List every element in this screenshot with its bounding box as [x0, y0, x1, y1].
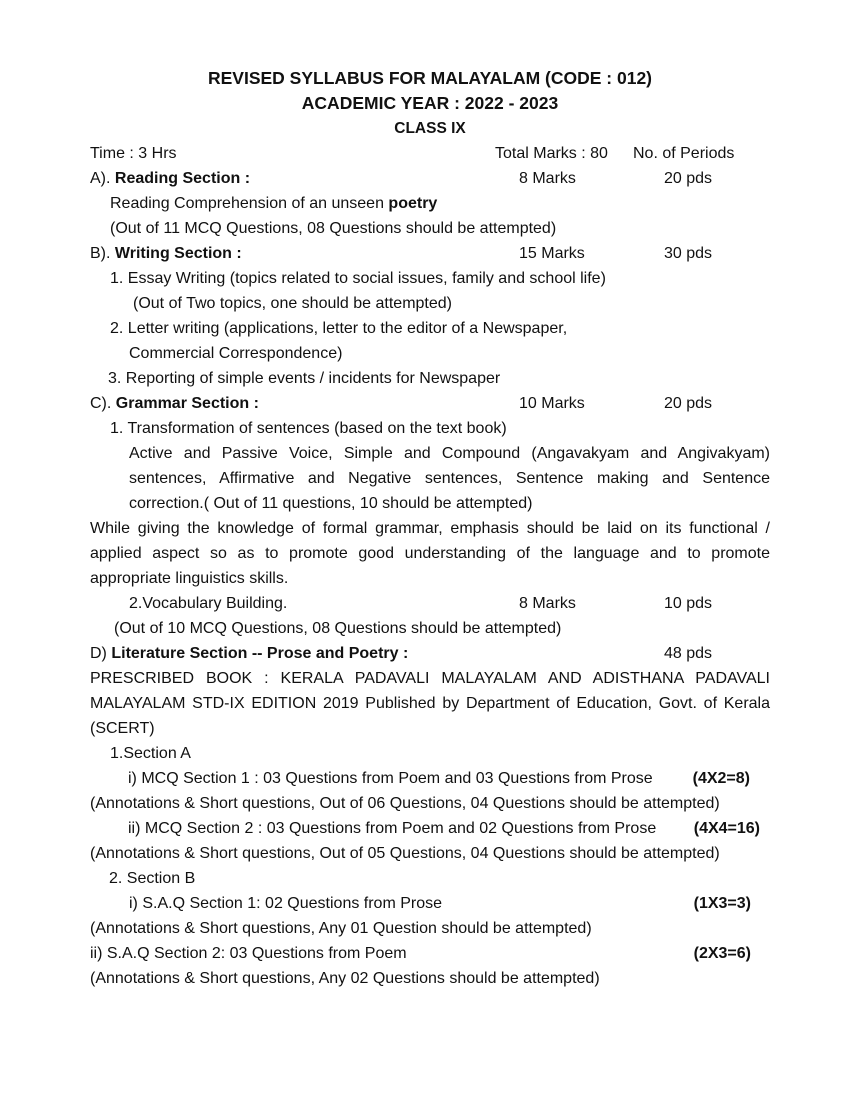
saq-section-1-marks: (1X3=3): [693, 895, 751, 912]
writing-item-1: 1. Essay Writing (topics related to social issues, family and school life): [110, 270, 606, 287]
writing-item-3: 3. Reporting of simple events / incidents for Newspaper: [108, 370, 501, 387]
vocabulary-marks: 8 Marks: [519, 595, 576, 612]
class-heading: CLASS IX: [394, 120, 466, 137]
grammar-periods: 20 pds: [664, 395, 713, 412]
literature-periods: 48 pds: [664, 645, 713, 662]
writing-section-title: Writing Section :: [114, 245, 242, 262]
meta-row: [90, 141, 770, 166]
reading-line-1: [90, 191, 770, 216]
document-title: REVISED SYLLABUS FOR MALAYALAM (CODE : 012): [207, 68, 653, 88]
prescribed-book: PRESCRIBED BOOK : KERALA PADAVALI MALAYALAM AND ADISTHANA PADAVALI MALAYALAM STD-IX EDITION 2019 Published by Department of Education, Govt. of Kerala (SCERT): [90, 670, 770, 737]
reading-line-1-text: Reading Comprehension of an unseen: [110, 195, 384, 212]
vocabulary-periods: 10 pds: [664, 595, 713, 612]
vocabulary-note: (Out of 10 MCQ Questions, 08 Questions should be attempted): [114, 620, 562, 637]
reading-section-row: [90, 166, 770, 191]
grammar-section-title: Grammar Section :: [115, 395, 259, 412]
mcq-section-2-row: [90, 816, 770, 841]
saq-section-1-row: [90, 891, 770, 916]
total-marks-text: Total Marks : 80: [495, 145, 608, 162]
reading-line-2: (Out of 11 MCQ Questions, 08 Questions should be attempted): [110, 220, 557, 237]
literature-section-row: [90, 641, 770, 666]
grammar-note: While giving the knowledge of formal grammar, emphasis should be laid on its functional / applied aspect so as to promote good understanding of the language and to promote appropriate linguistics skills.: [90, 520, 770, 587]
mcq-section-1-note: (Annotations & Short questions, Out of 06 Questions, 04 Questions should be attempted): [90, 795, 720, 812]
writing-prefix: B).: [90, 245, 111, 262]
saq-section-1-text: i) S.A.Q Section 1: 02 Questions from Prose: [129, 895, 443, 912]
writing-marks: 15 Marks: [519, 245, 585, 262]
saq-section-2-text: ii) S.A.Q Section 2: 03 Questions from Poem: [90, 945, 407, 962]
reading-periods: 20 pds: [664, 170, 713, 187]
vocabulary-title: 2.Vocabulary Building.: [129, 595, 288, 612]
grammar-item-1-desc: Active and Passive Voice, Simple and Compound (Angavakyam and Angivakyam) sentences, Affirmative and Negative sentences, Sentence making and Sentence correction.( Out of 11 questions, 10 should be attempted): [129, 445, 770, 512]
writing-item-2-cont: Commercial Correspondence): [129, 345, 343, 362]
grammar-prefix: C).: [90, 395, 112, 412]
literature-prefix: D): [90, 645, 107, 662]
mcq-section-2-marks: (4X4=16): [693, 820, 760, 837]
writing-section-row: [90, 241, 770, 266]
saq-section-1-note: (Annotations & Short questions, Any 01 Question should be attempted): [90, 920, 592, 937]
section-b-heading: 2. Section B: [109, 870, 196, 887]
saq-section-2-note: (Annotations & Short questions, Any 02 Questions should be attempted): [90, 970, 600, 987]
mcq-section-1-marks: (4X2=8): [692, 770, 750, 787]
time-text: Time : 3 Hrs: [90, 145, 177, 162]
mcq-section-1-text: i) MCQ Section 1 : 03 Questions from Poem and 03 Questions from Prose: [128, 770, 653, 787]
periods-header: No. of Periods: [633, 145, 735, 162]
grammar-section-row: [90, 391, 770, 416]
reading-prefix: A).: [90, 170, 111, 187]
section-a-heading: 1.Section A: [110, 745, 191, 762]
writing-periods: 30 pds: [664, 245, 713, 262]
mcq-section-1-row: [90, 766, 770, 791]
reading-section-title: Reading Section :: [114, 170, 251, 187]
literature-section-title: Literature Section -- Prose and Poetry :: [111, 645, 409, 662]
writing-item-1-note: (Out of Two topics, one should be attempted): [133, 295, 452, 312]
syllabus-page: [90, 66, 770, 991]
saq-section-2-row: [90, 941, 770, 966]
grammar-marks: 10 Marks: [519, 395, 585, 412]
mcq-section-2-note: (Annotations & Short questions, Out of 05 Questions, 04 Questions should be attempted): [90, 845, 720, 862]
vocabulary-row: [90, 591, 770, 616]
reading-marks: 8 Marks: [519, 170, 576, 187]
saq-section-2-marks: (2X3=6): [693, 945, 751, 962]
mcq-section-2-text: ii) MCQ Section 2 : 03 Questions from Poem and 02 Questions from Prose: [128, 820, 657, 837]
writing-item-2: 2. Letter writing (applications, letter to the editor of a Newspaper,: [110, 320, 568, 337]
grammar-item-1: 1. Transformation of sentences (based on the text book): [110, 420, 507, 437]
academic-year: ACADEMIC YEAR : 2022 - 2023: [301, 93, 559, 113]
reading-line-1-bold: poetry: [388, 195, 438, 212]
